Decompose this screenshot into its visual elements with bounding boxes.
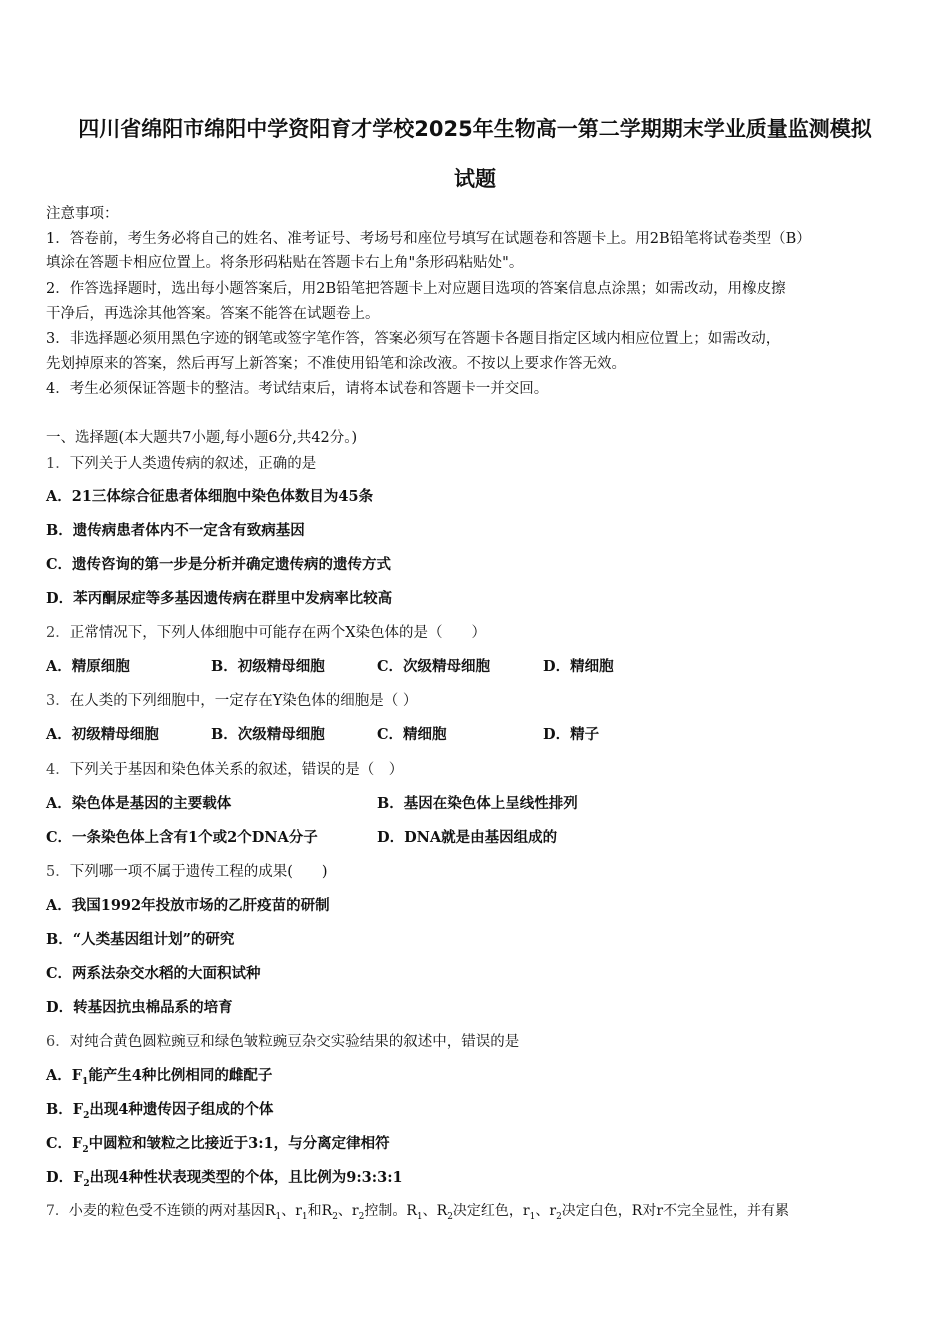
- question-1-option-b: B．遗传病患者体内不一定含有致病基因: [46, 522, 305, 539]
- question-3-option-c: C．精细胞: [377, 726, 447, 743]
- question-3-option-a: A．初级精母细胞: [46, 726, 159, 743]
- option-text: B．F: [46, 1101, 84, 1118]
- notice-line: 3．非选择题必须用黑色字迹的钢笔或签字笔作答，答案必须写在答题卡各题目指定区域内相应位置上；如需改动，: [46, 331, 781, 347]
- question-5-option-b: B．“人类基因组计划”的研究: [46, 931, 235, 948]
- question-number: 5．: [46, 864, 70, 880]
- notice-line: 1．答卷前，考生务必将自己的姓名、准考证号、考场号和座位号填写在试题卷和答题卡上。用2B铅笔将试卷类型（B）: [46, 231, 811, 247]
- notice-line: 填涂在答题卡相应位置上。将条形码粘贴在答题卡右上角"条形码粘贴处"。: [46, 255, 524, 271]
- option-text: C．F: [46, 1135, 83, 1152]
- notice-line: 先划掉原来的答案，然后再写上新答案；不准使用铅笔和涂改液。不按以上要求作答无效。: [46, 356, 626, 372]
- question-text: 对纯合黄色圆粒豌豆和绿色皱粒豌豆杂交实验结果的叙述中，错误的是: [69, 1034, 520, 1050]
- question-text: 下列关于基因和染色体关系的叙述，错误的是（ ）: [69, 762, 404, 778]
- subscript: 2: [556, 1211, 562, 1222]
- question-number: 7．: [46, 1203, 69, 1219]
- question-4-stem: [46, 758, 403, 779]
- question-text: 和R: [307, 1203, 333, 1219]
- subscript: 1: [301, 1211, 308, 1222]
- question-3-option-b: B．次级精母细胞: [211, 726, 325, 743]
- question-number: 1．: [46, 456, 70, 472]
- question-text: 正常情况下，下列人体细胞中可能存在两个X染色体的是（ ）: [69, 625, 487, 641]
- question-6-option-a: [46, 1064, 272, 1087]
- subscript: 2: [447, 1211, 453, 1222]
- question-4-option-b: B．基因在染色体上呈线性排列: [377, 795, 578, 812]
- notice-line: 干净后，再选涂其他答案。答案不能答在试题卷上。: [46, 306, 380, 322]
- question-1-option-a: A．21三体综合征患者体细胞中染色体数目为45条: [46, 488, 374, 505]
- option-text: 出现4种性状表现类型的个体，且比例为9:3:3:1: [89, 1169, 403, 1186]
- question-text: 、r: [337, 1203, 359, 1219]
- subscript: 1: [82, 1076, 89, 1087]
- question-text: 下列关于人类遗传病的叙述，正确的是: [69, 456, 317, 472]
- question-6-option-c: [46, 1132, 390, 1155]
- option-text: 中圆粒和皱粒之比接近于3:1，与分离定律相符: [88, 1135, 390, 1152]
- question-1-stem: [46, 452, 316, 473]
- question-text: 决定白色，R对r不完全显性，并有累: [561, 1203, 790, 1219]
- subscript: 2: [358, 1211, 365, 1222]
- question-5-option-d: D．转基因抗虫棉品系的培育: [46, 999, 233, 1016]
- subscript: 2: [332, 1211, 338, 1222]
- question-3-option-d: D．精子: [543, 726, 600, 743]
- question-text: 小麦的粒色受不连锁的两对基因R: [68, 1203, 276, 1219]
- subscript: 1: [416, 1211, 423, 1222]
- question-6-stem: [46, 1030, 519, 1051]
- option-text: A．F: [46, 1067, 83, 1084]
- question-6-option-d: [46, 1166, 403, 1189]
- question-5-option-a: A．我国1992年投放市场的乙肝疫苗的研制: [46, 897, 330, 914]
- option-text: 能产生4种比例相同的雌配子: [88, 1067, 273, 1084]
- question-text: 决定红色，r: [452, 1203, 530, 1219]
- question-4-option-d: D．DNA就是由基因组成的: [377, 829, 558, 846]
- section-heading: 一、选择题(本大题共7小题,每小题6分,共42分。): [46, 430, 358, 446]
- question-text: 下列哪一项不属于遗传工程的成果( ): [69, 864, 328, 880]
- option-text: D．F: [46, 1169, 84, 1186]
- question-7-stem: [46, 1200, 789, 1222]
- question-2-stem: [46, 621, 486, 642]
- notice-heading: 注意事项：: [46, 206, 119, 222]
- exam-title-line-1: 四川省绵阳市绵阳中学资阳育才学校2025年生物高一第二学期期末学业质量监测模拟: [78, 117, 872, 141]
- question-text: 、r: [281, 1203, 302, 1219]
- question-5-option-c: C．两系法杂交水稻的大面积试种: [46, 965, 261, 982]
- question-6-option-b: [46, 1098, 273, 1121]
- notice-line: 2．作答选择题时，选出每小题答案后，用2B铅笔把答题卡上对应题目选项的答案信息点涂黑；如需改动，用橡皮擦: [46, 281, 786, 297]
- question-number: 2．: [46, 625, 70, 641]
- question-text: 、R: [422, 1203, 448, 1219]
- question-text: 在人类的下列细胞中，一定存在Y染色体的细胞是（ ）: [69, 693, 418, 709]
- subscript: 2: [83, 1110, 90, 1121]
- question-number: 3．: [46, 693, 70, 709]
- question-number: 6．: [46, 1034, 70, 1050]
- exam-title-line-2: 试题: [454, 167, 496, 191]
- question-5-stem: [46, 860, 328, 881]
- subscript: 1: [529, 1211, 536, 1222]
- question-2-option-a: A．精原细胞: [46, 658, 130, 675]
- option-text: 出现4种遗传因子组成的个体: [89, 1101, 274, 1118]
- question-2-option-b: B．初级精母细胞: [211, 658, 325, 675]
- question-4-option-c: C．一条染色体上含有1个或2个DNA分子: [46, 829, 318, 846]
- subscript: 2: [83, 1178, 90, 1189]
- question-3-stem: [46, 689, 417, 710]
- subscript: 1: [275, 1211, 282, 1222]
- notice-line: 4．考生必须保证答题卡的整洁。考试结束后，请将本试卷和答题卡一并交回。: [46, 381, 549, 397]
- question-text: 、r: [535, 1203, 557, 1219]
- question-2-option-d: D．精细胞: [543, 658, 614, 675]
- question-1-option-d: D．苯丙酮尿症等多基因遗传病在群里中发病率比较高: [46, 590, 393, 607]
- question-1-option-c: C．遗传咨询的第一步是分析并确定遗传病的遗传方式: [46, 556, 392, 573]
- question-number: 4．: [46, 762, 70, 778]
- question-2-option-c: C．次级精母细胞: [377, 658, 491, 675]
- question-4-option-a: A．染色体是基因的主要载体: [46, 795, 232, 812]
- question-text: 控制。R: [364, 1203, 417, 1219]
- subscript: 2: [82, 1144, 89, 1155]
